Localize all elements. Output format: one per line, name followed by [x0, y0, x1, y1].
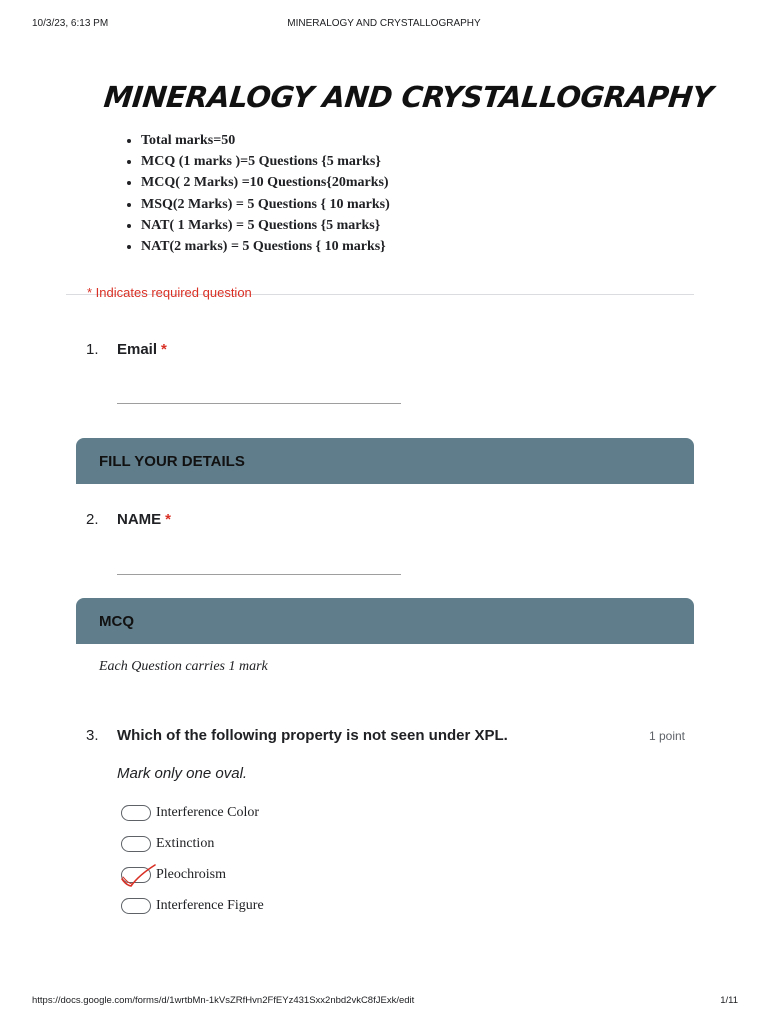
question-title-text: NAME — [117, 511, 162, 528]
marks-item: • NAT( 1 Marks) = 5 Questions {5 marks} — [141, 215, 390, 236]
marks-item: • Total marks=50 — [141, 130, 390, 151]
option-label: Interference Color — [156, 805, 259, 820]
question-points: 1 point — [648, 729, 685, 743]
question-title-name — [117, 511, 171, 528]
name-input[interactable] — [117, 574, 401, 575]
radio-oval[interactable] — [121, 898, 151, 914]
print-date: 10/3/23, 6:13 PM — [32, 18, 109, 29]
option-label: Interference Figure — [156, 898, 264, 913]
question-title-text: Email — [117, 341, 158, 358]
print-url: https://docs.google.com/forms/d/1wrtbMn-1kVsZRfHvn2FfEYz431Sxx2nbd2vkC8fJExk/edit — [32, 995, 415, 1006]
email-input[interactable] — [117, 403, 401, 404]
question-number: 1. — [86, 341, 99, 358]
question-title-email — [117, 341, 167, 358]
section-description: Each Question carries 1 mark — [99, 659, 268, 674]
required-note: * Indicates required question — [87, 285, 252, 300]
marks-item: • MCQ( 2 Marks) =10 Questions{20marks) — [141, 172, 390, 193]
question-number: 3. — [86, 727, 99, 744]
option-label: Extinction — [156, 836, 215, 851]
question-instruction: Mark only one oval. — [117, 765, 248, 782]
marks-item: • NAT(2 marks) = 5 Questions { 10 marks} — [141, 236, 390, 257]
form-title: MINERALOGY AND CRYSTALLOGRAPHY — [102, 80, 715, 114]
marks-item: • MCQ (1 marks )=5 Questions {5 marks} — [141, 151, 390, 172]
option-label: Pleochroism — [156, 867, 226, 882]
marks-item: • MSQ(2 Marks) = 5 Questions { 10 marks) — [141, 194, 390, 215]
radio-oval[interactable] — [121, 805, 151, 821]
required-star: * — [165, 511, 172, 528]
print-header-title: MINERALOGY AND CRYSTALLOGRAPHY — [287, 18, 481, 29]
question-number: 2. — [86, 511, 99, 528]
section-title: FILL YOUR DETAILS — [99, 453, 245, 470]
section-header-details — [76, 438, 694, 484]
section-title: MCQ — [99, 613, 134, 630]
marks-breakdown-list — [104, 130, 390, 257]
page-number: 1/11 — [720, 995, 738, 1006]
checkmark-icon — [119, 861, 159, 889]
section-header-mcq — [76, 598, 694, 644]
question-title: Which of the following property is not seen under XPL. — [117, 727, 508, 744]
required-star: * — [161, 341, 167, 358]
radio-oval[interactable] — [121, 836, 151, 852]
